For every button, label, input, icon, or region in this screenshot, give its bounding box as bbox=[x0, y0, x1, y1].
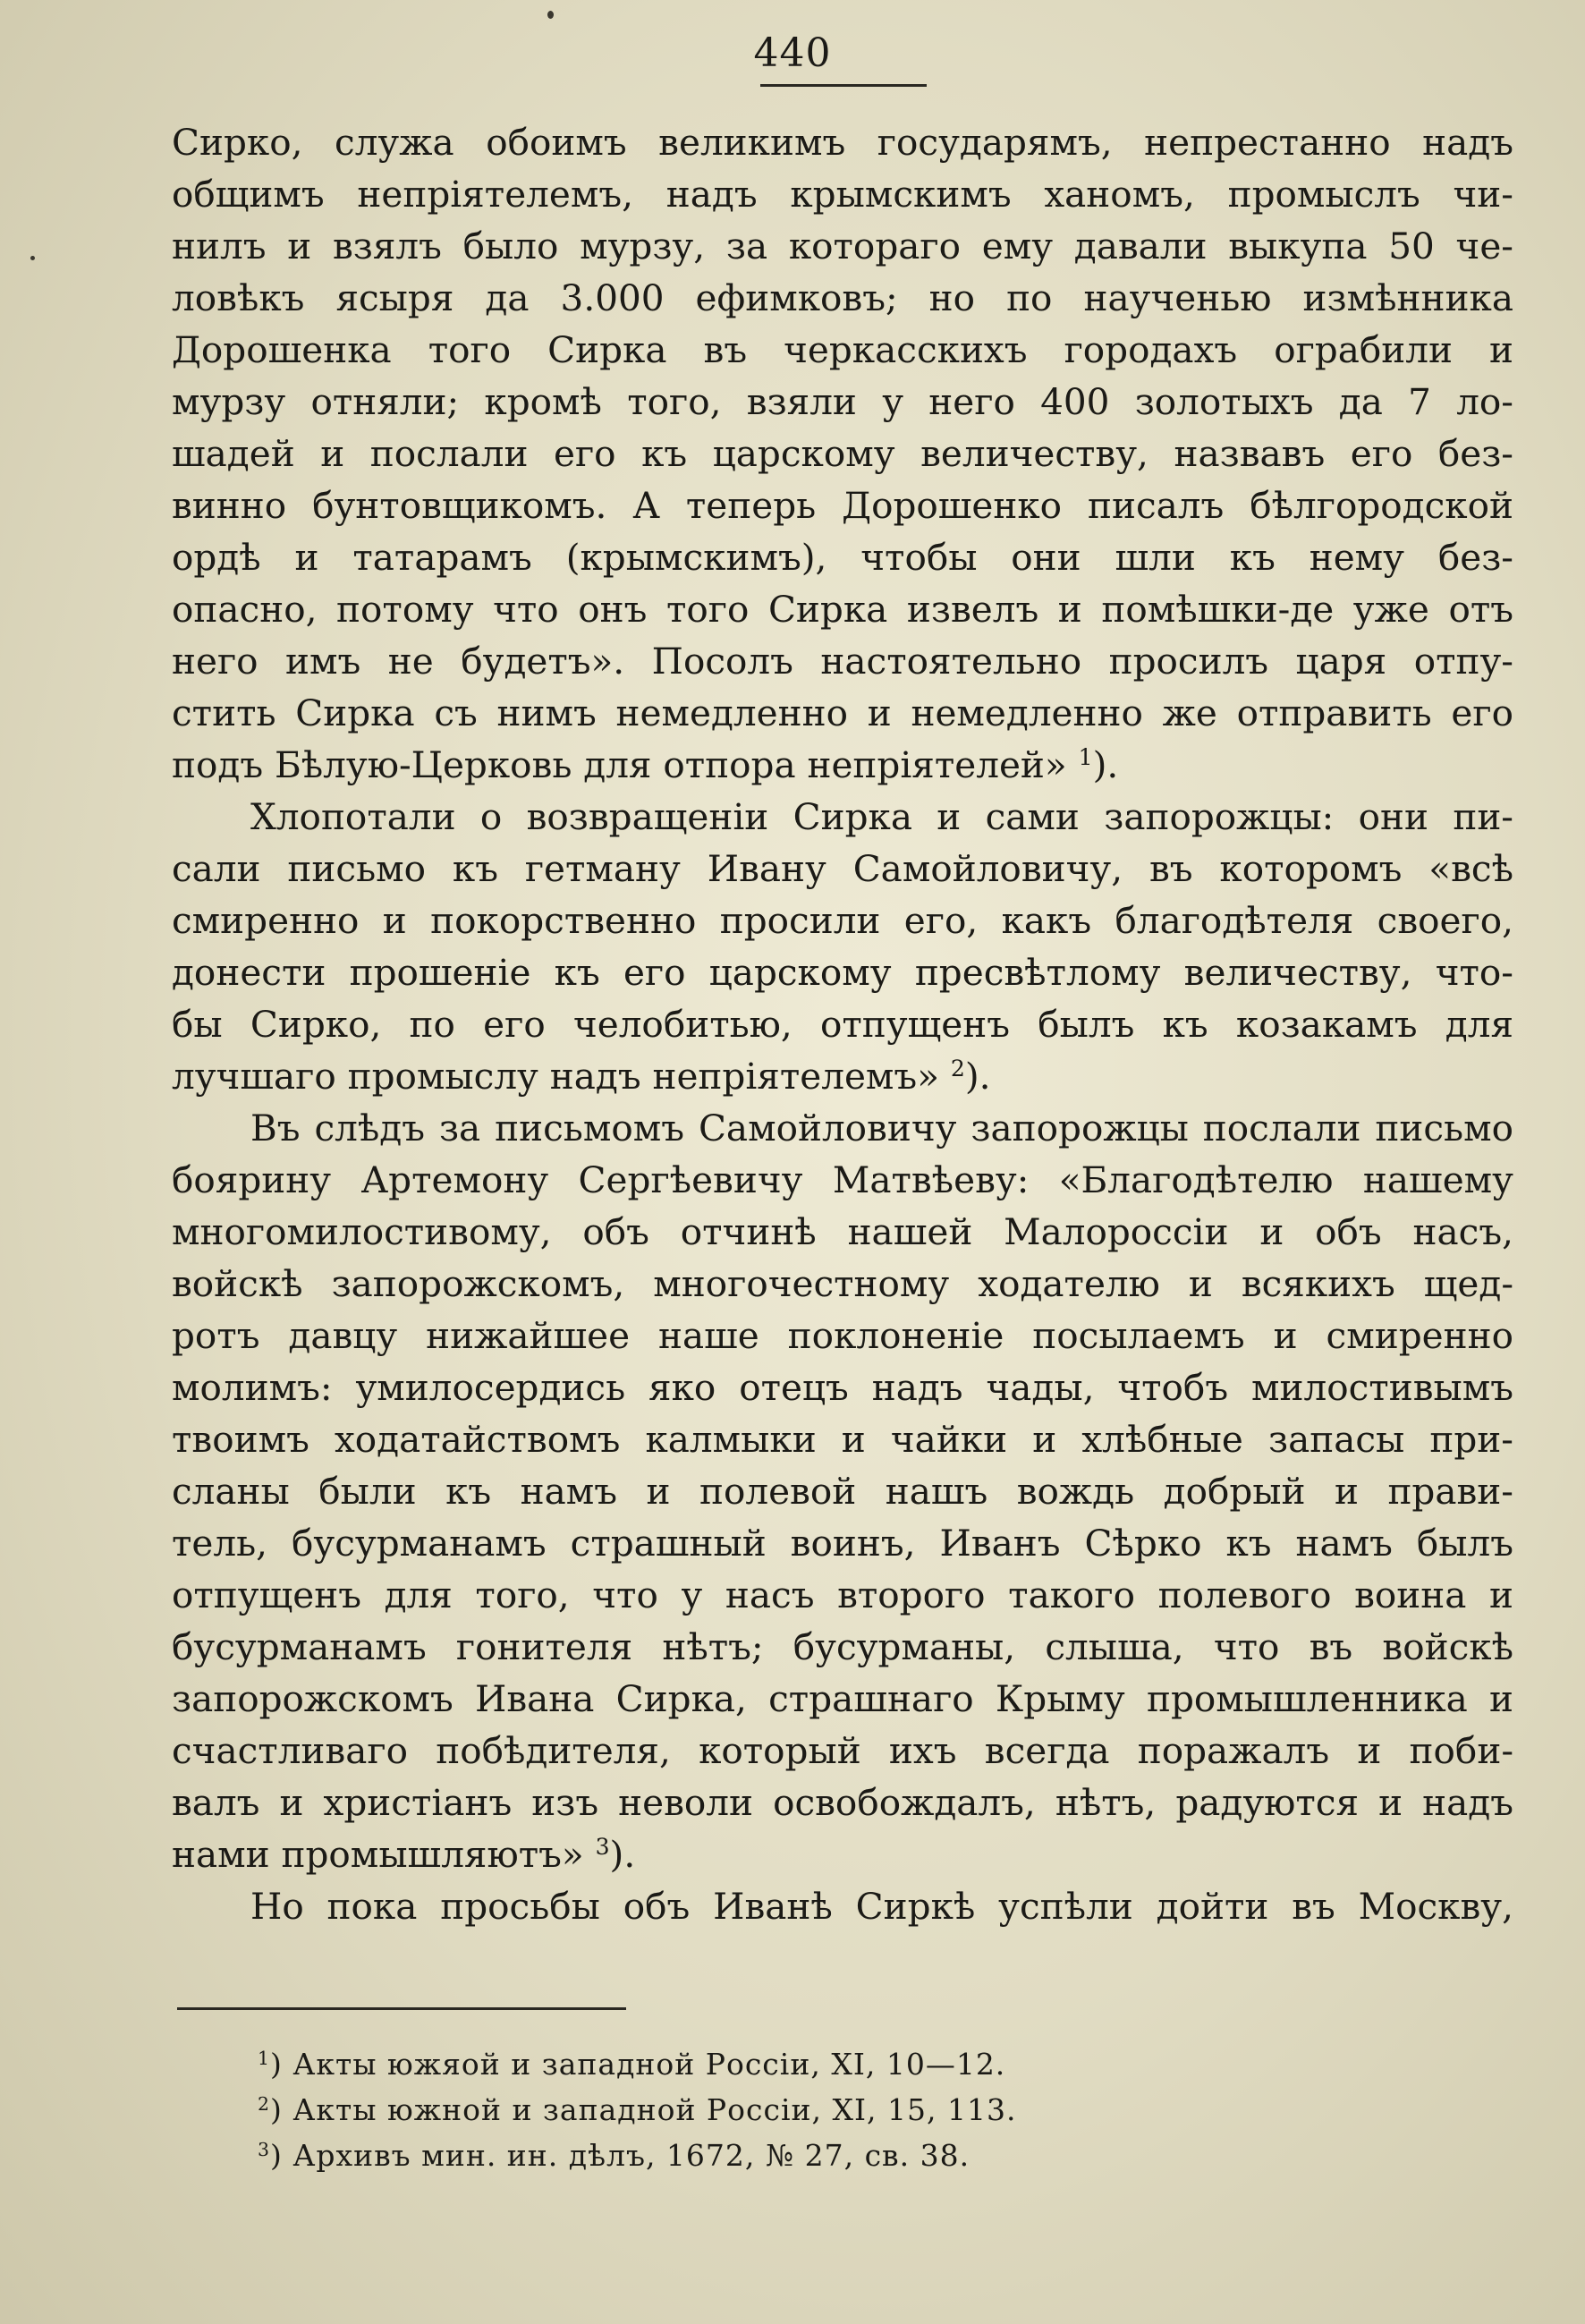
footnote-ref-2: 2 bbox=[950, 1056, 965, 1082]
text-line: смиренно и покорственно просили его, какъ благодѣтеля своего, bbox=[172, 899, 1513, 942]
footnote-mark: 2 bbox=[258, 2092, 271, 2115]
footnote-separator bbox=[177, 2007, 626, 2010]
text-line: запорожскомъ Ивана Сирка, страшнаго Крыму промышленника и bbox=[172, 1677, 1513, 1720]
ink-speck bbox=[30, 256, 35, 260]
text-line: донести прошеніе къ его царскому пресвѣтлому величеству, что- bbox=[172, 951, 1513, 994]
footnote-ref-1: 1 bbox=[1078, 744, 1093, 771]
text-line: шадей и послали его къ царскому величеству, назвавъ его без- bbox=[172, 432, 1513, 475]
text-line: винно бунтовщикомъ. А теперь Дорошенко писалъ бѣлгородской bbox=[172, 484, 1513, 527]
text-line: бусурманамъ гонителя нѣтъ; бусурманы, слыша, что въ войскѣ bbox=[172, 1625, 1513, 1668]
text-line: Хлопотали о возвращеніи Сирка и сами запорожцы: они пи- bbox=[250, 795, 1513, 838]
text-line: нилъ и взялъ было мурзу, за котораго ему давали выкупа 50 че- bbox=[172, 225, 1513, 267]
text-line: счастливаго побѣдителя, который ихъ всегда поражалъ и поби- bbox=[172, 1729, 1513, 1772]
text-line: стить Сирка съ нимъ немедленно и немедленно же отправить его bbox=[172, 691, 1513, 734]
footnote-ref-tail: ). bbox=[964, 1055, 991, 1098]
text-line: ловѣкъ ясыря да 3.000 ефимковъ; но по наученью измѣнника bbox=[172, 276, 1513, 319]
text-line: тель, бусурманамъ страшный воинъ, Иванъ Сѣрко къ намъ былъ bbox=[172, 1522, 1513, 1565]
paragraph-end-line bbox=[172, 1050, 1513, 1102]
text-line: Но пока просьбы объ Иванѣ Сиркѣ успѣли дойти въ Москву, bbox=[250, 1885, 1513, 1928]
text-line: ордѣ и татарамъ (крымскимъ), чтобы они шли къ нему без- bbox=[172, 536, 1513, 579]
text-line: него имъ не будетъ». Посолъ настоятельно просилъ царя отпу- bbox=[172, 640, 1513, 683]
footnote-text: ) Акты южяой и западной Россіи, XI, 10—12. bbox=[270, 2047, 1006, 2082]
text-segment: нами промышляютъ» bbox=[172, 1833, 584, 1876]
text-line: мурзу отняли; кромѣ того, взяли у него 400 золотыхъ да 7 ло- bbox=[172, 380, 1513, 423]
footnote-ref-tail: ). bbox=[1092, 743, 1119, 786]
footnote-2 bbox=[258, 2087, 1331, 2133]
text-line: Сирко, служа обоимъ великимъ государямъ, непрестанно надъ bbox=[172, 121, 1513, 164]
text-line: боярину Артемону Сергѣевичу Матвѣеву: «Благодѣтелю нашему bbox=[172, 1158, 1513, 1201]
footnote-3 bbox=[258, 2133, 1331, 2178]
footnote-ref-tail: ). bbox=[609, 1833, 636, 1876]
text-line: ротъ давцу нижайшее наше поклоненіе посылаемъ и смиренно bbox=[172, 1314, 1513, 1357]
text-line: твоимъ ходатайствомъ калмыки и чайки и хлѣбные запасы при- bbox=[172, 1418, 1513, 1461]
body-text bbox=[172, 116, 1513, 1932]
ink-speck bbox=[547, 11, 554, 19]
text-line: валъ и христіанъ изъ неволи освобождалъ, нѣтъ, радуются и надъ bbox=[172, 1781, 1513, 1824]
text-line: общимъ непріятелемъ, надъ крымскимъ ханомъ, промыслъ чи- bbox=[172, 173, 1513, 216]
paragraph-end-line bbox=[172, 739, 1513, 791]
footnote-mark: 1 bbox=[258, 2047, 271, 2069]
text-line: войскѣ запорожскомъ, многочестному ходателю и всякихъ щед- bbox=[172, 1262, 1513, 1305]
footnote-mark: 3 bbox=[258, 2138, 271, 2160]
text-line: многомилостивому, объ отчинѣ нашей Малороссіи и объ насъ, bbox=[172, 1210, 1513, 1253]
footnote-text: ) Архивъ мин. ин. дѣлъ, 1672, № 27, св. 38. bbox=[270, 2138, 970, 2173]
text-line: отпущенъ для того, что у насъ второго такого полевого воина и bbox=[172, 1573, 1513, 1616]
text-line: опасно, потому что онъ того Сирка извелъ и помѣшки-де уже отъ bbox=[172, 588, 1513, 631]
page-number: 440 bbox=[753, 30, 832, 76]
text-line: Въ слѣдъ за письмомъ Самойловичу запорожцы послали письмо bbox=[250, 1107, 1513, 1149]
text-line: Дорошенка того Сирка въ черкасскихъ городахъ ограбили и bbox=[172, 328, 1513, 371]
text-line: молимъ: умилосердись яко отецъ надъ чады, чтобъ милостивымъ bbox=[172, 1366, 1513, 1409]
text-line: сали письмо къ гетману Ивану Самойловичу, въ которомъ «всѣ bbox=[172, 847, 1513, 890]
paragraph-end-line bbox=[172, 1828, 1513, 1880]
footnote-text: ) Акты южной и западной Россіи, XI, 15, 113. bbox=[270, 2092, 1017, 2127]
footnote-1 bbox=[258, 2041, 1331, 2087]
text-segment: лучшаго промыслу надъ непріятелемъ» bbox=[172, 1055, 939, 1098]
text-segment: подъ Бѣлую-Церковь для отпора непріятелей» bbox=[172, 743, 1067, 786]
text-line: бы Сирко, по его челобитью, отпущенъ былъ къ козакамъ для bbox=[172, 1003, 1513, 1046]
footnotes bbox=[258, 2041, 1331, 2178]
footnote-ref-3: 3 bbox=[595, 1834, 610, 1861]
page-number-rule bbox=[760, 84, 927, 87]
text-line: сланы были къ намъ и полевой нашъ вождь добрый и прави- bbox=[172, 1470, 1513, 1513]
